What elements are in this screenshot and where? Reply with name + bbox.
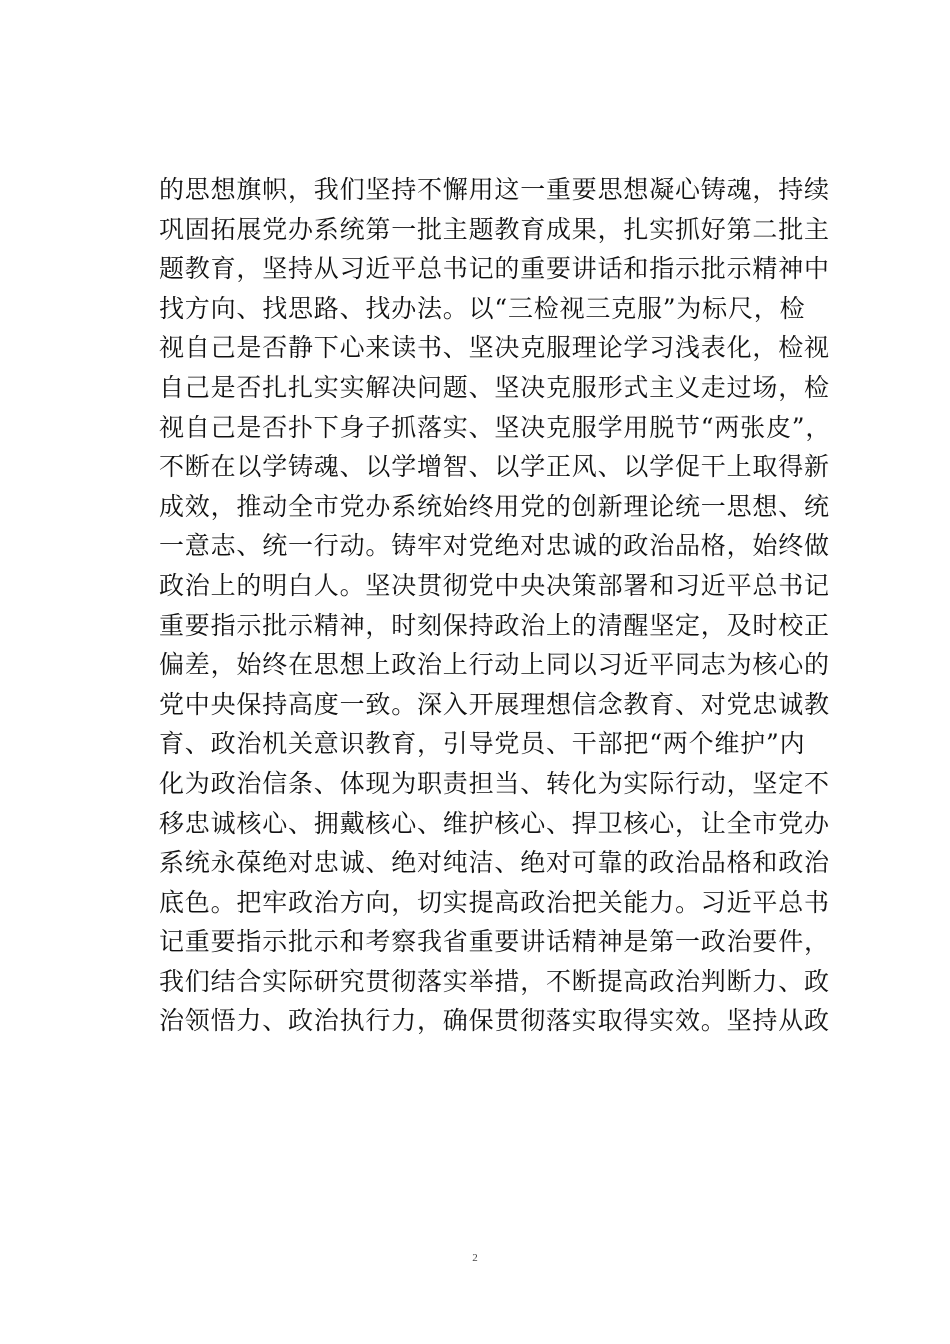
- text-line: 找方向、找思路、找办法。以“三检视三克服”为标尺，检: [159, 293, 806, 323]
- text-line: 的思想旗帜，我们坚持不懈用这一重要思想凝心铸魂，持续: [159, 175, 830, 204]
- text-line: 化为政治信条、体现为职责担当、转化为实际行动，坚定不: [159, 768, 830, 798]
- text-line: 治领悟力、政治执行力，确保贯彻落实取得实效。坚持从政: [159, 1006, 830, 1036]
- text-line: 题教育，坚持从习近平总书记的重要讲话和指示批示精神中: [159, 254, 830, 284]
- text-line: 政治上的明白人。坚决贯彻党中央决策部署和习近平总书记: [159, 570, 830, 600]
- text-line: 重要指示批示精神，时刻保持政治上的清醒坚定，及时校正: [159, 610, 830, 640]
- text-line: 系统永葆绝对忠诚、绝对纯洁、绝对可靠的政治品格和政治: [159, 848, 830, 878]
- text-line: 育、政治机关意识教育，引导党员、干部把“两个维护”内: [159, 729, 806, 759]
- text-line: 我们结合实际研究贯彻落实举措，不断提高政治判断力、政: [159, 966, 830, 996]
- text-line: 巩固拓展党办系统第一批主题教育成果，扎实抓好第二批主: [159, 214, 830, 244]
- text-line: 记重要指示批示和考察我省重要讲话精神是第一政治要件，: [159, 927, 830, 957]
- text-line: 自己是否扎扎实实解决问题、坚决克服形式主义走过场，检: [159, 372, 830, 402]
- body-paragraph: [159, 170, 832, 1041]
- text-line: 不断在以学铸魂、以学增智、以学正风、以学促干上取得新: [159, 452, 830, 482]
- text-line: 移忠诚核心、拥戴核心、维护核心、捍卫核心，让全市党办: [159, 808, 830, 838]
- text-line: 成效，推动全市党办系统始终用党的创新理论统一思想、统: [159, 491, 830, 521]
- text-line: 底色。把牢政治方向，切实提高政治把关能力。习近平总书: [159, 887, 830, 917]
- text-line: 一意志、统一行动。铸牢对党绝对忠诚的政治品格，始终做: [159, 531, 830, 561]
- text-line: 视自己是否静下心来读书、坚决克服理论学习浅表化，检视: [159, 333, 830, 363]
- page-number: 2: [472, 1252, 478, 1264]
- text-line: 视自己是否扑下身子抓落实、坚决克服学用脱节“两张皮”，: [159, 412, 832, 442]
- text-line: 偏差，始终在思想上政治上行动上同以习近平同志为核心的: [159, 650, 830, 680]
- text-line: 党中央保持高度一致。深入开展理想信念教育、对党忠诚教: [159, 689, 830, 719]
